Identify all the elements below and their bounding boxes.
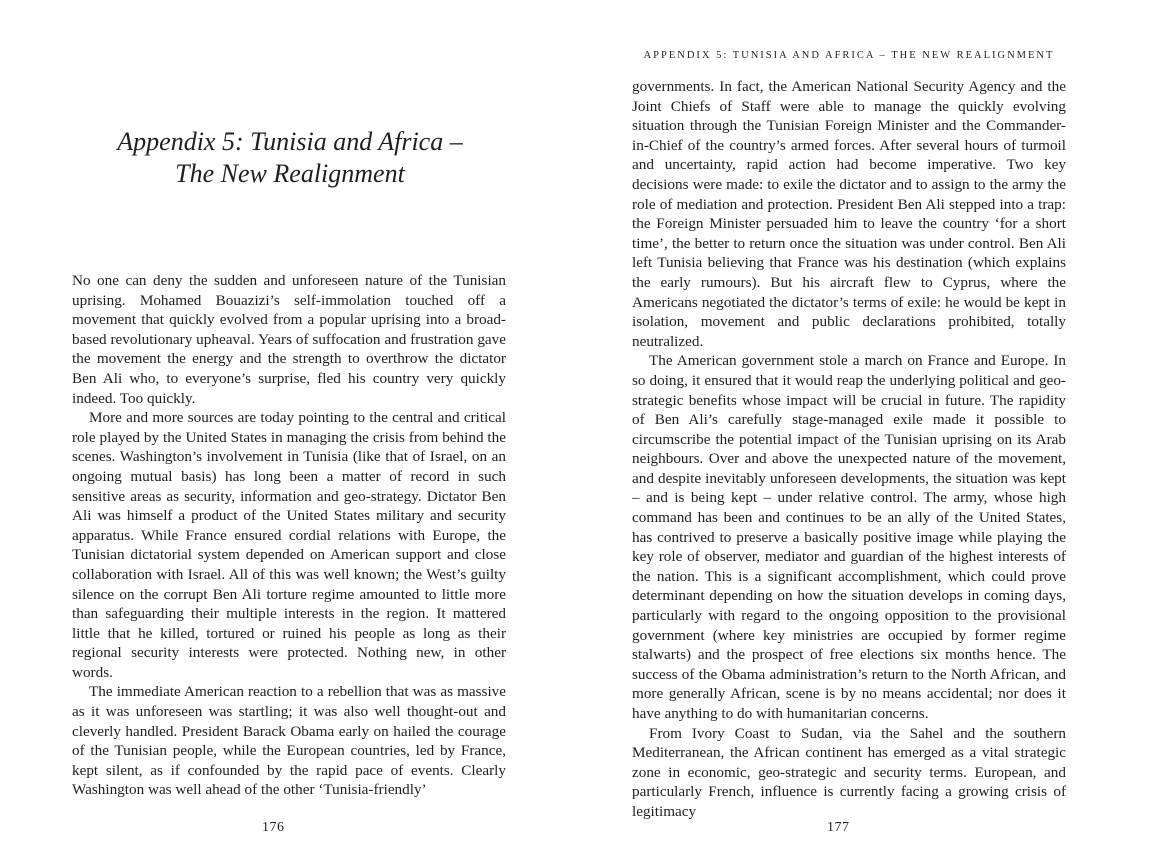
chapter-title-line-1: Appendix 5: Tunisia and Africa – [117,127,463,156]
right-body-text [632,77,1066,822]
chapter-title [70,126,510,190]
chapter-title-line-2: The New Realignment [175,159,405,188]
running-head: APPENDIX 5: TUNISIA AND AFRICA – THE NEW REALIGNMENT [643,50,1055,61]
paragraph: More and more sources are today pointing to the central and critical role played by the United States in managing the crisis from behind the scenes. Washington’s involvement in Tunisia (like that of Israel, on an ongoing mutual basis) has long been a matter of record in such sensitive areas as security, information and geo-strategy. Dictator Ben Ali was himself a product of the United States military and security apparatus. While France ensured cordial relations with Europe, the Tunisian dictatorial system depended on American support and close collaboration with Israel. All of this was well known; the West’s guilty silence on the corrupt Ben Ali torture regime amounted to little more than safeguarding their multiple interests in the region. It mattered little that he killed, tortured or ruined his people as long as their regional security interests were protected. Nothing new, in other words. [72,409,506,681]
page-number-left: 176 [262,820,285,835]
paragraph: The American government stole a march on France and Europe. In so doing, it ensured that it would reap the underlying political and geo-strategic benefits whose impact will be crucial in future. The rapidity of Ben Ali’s carefully stage-managed exile made it possible to circumscribe the potential impact of the Tunisian uprising on its Arab neighbours. Over and above the unexpected nature of the movement, and despite inevitably unforeseen developments, the situation was kept – and is being kept – under relative control. The army, whose high command has been and continues to be an ally of the United States, has contrived to preserve a basically positive image while playing the key role of observer, mediator and guardian of the highest interests of the nation. This is a significant accomplishment, which could prove determinant depending on how the situation develops in coming days, particularly with regard to the ongoing opposition to the provisional government (where key ministries are occupied by former regime stalwarts) and the prospect of free elections six months hence. The success of the Obama administration’s return to the North African, and more generally African, scene is by no means accidental; nor does it have anything to do with humanitarian concerns. [632,352,1066,722]
paragraph: From Ivory Coast to Sudan, via the Sahel and the southern Mediterranean, the African continent has emerged as a vital strategic zone in economic, geo-strategic and security terms. European, and particularly French, influence is currently facing a growing crisis of legitimacy [632,724,1066,820]
page-number-right: 177 [827,820,850,835]
paragraph: No one can deny the sudden and unforeseen nature of the Tunisian uprising. Mohamed Bouazizi’s self-immolation touched off a movement that quickly evolved from a popular uprising into a broad-based revolutionary upheaval. Years of suffocation and frustration gave the movement the energy and the strength to overthrow the dictator Ben Ali who, to everyone’s surprise, fled his country very quickly indeed. Too quickly. [72,272,506,407]
paragraph: governments. In fact, the American National Security Agency and the Joint Chiefs of Staff were able to manage the quickly evolving situation through the Tunisian Foreign Minister and the Commander-in-Chief of the country’s armed forces. After several hours of turmoil and uncertainty, rapid action had become imperative. Two key decisions were made: to exile the dictator and to assign to the army the role of mediation and protection. President Ben Ali stepped into a trap: the Foreign Minister persuaded him to leave the country ‘for a short time’, the better to return once the situation was under control. Ben Ali left Tunisia believing that France was his destination (which explains the early rumours). But his aircraft flew to Cyprus, where the Americans negotiated the dictator’s terms of exile: he would be kept in isolation, movement and public declarations prohibited, totally neutralized. [632,78,1066,350]
left-body-text [72,271,506,800]
paragraph: The immediate American reaction to a rebellion that was as massive as it was unforeseen was startling; it was also well thought-out and cleverly handled. President Barack Obama early on hailed the courage of the Tunisian people, while the European countries, led by France, kept silent, as if confounded by the rapid pace of events. Clearly Washington was well ahead of the other ‘Tunisia-friendly’ [72,683,506,799]
